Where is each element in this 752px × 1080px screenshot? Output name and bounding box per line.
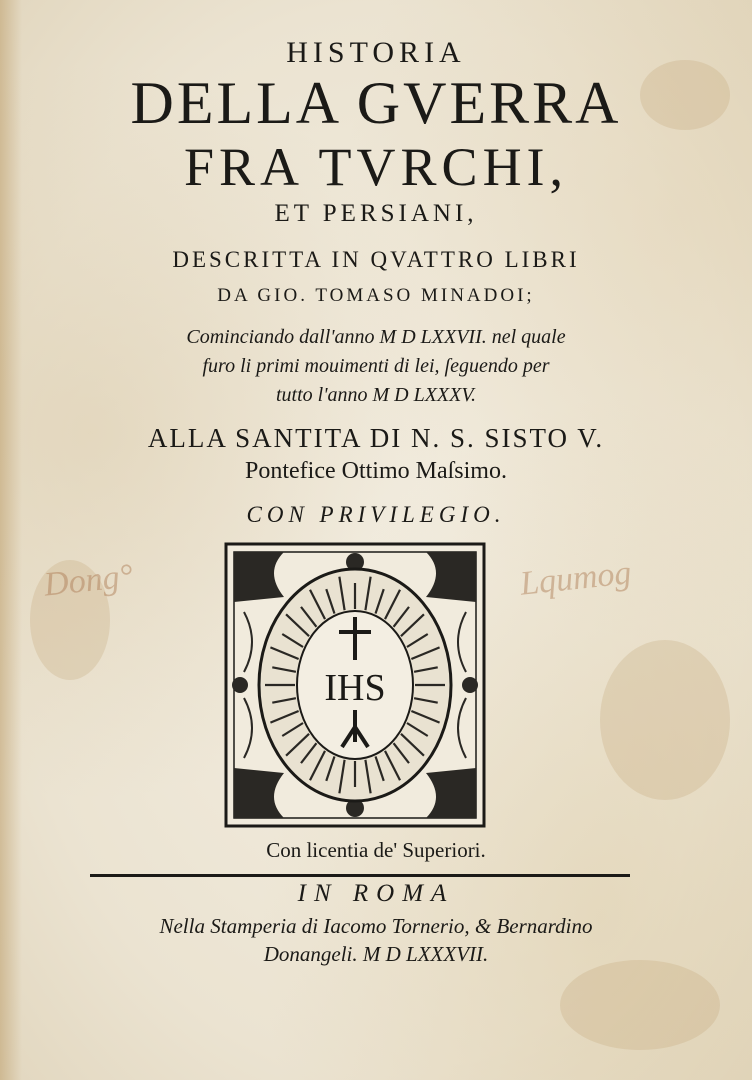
imprint-city: IN ROMA (297, 880, 455, 907)
imprint-date-line: Donangeli. M D LXXXVII. (263, 942, 489, 966)
license-line: Con licentia de' Superiori. (266, 838, 486, 862)
foxing-stain (600, 640, 730, 800)
divider-rule (90, 874, 630, 877)
author-line: DA GIO. TOMASO MINADOI; (217, 285, 535, 306)
title-della-guerra: DELLA GVERRA (130, 70, 622, 136)
subtitle-descritta: DESCRITTA IN QVATTRO LIBRI (172, 247, 580, 272)
manuscript-signature-right: Lqumog (518, 554, 634, 603)
imprint-printer-line: Nella Stamperia di Iacomo Tornerio, & Bernardino (159, 914, 593, 938)
ihs-monogram: IHS (324, 667, 386, 709)
manuscript-signature-left: Dong° (42, 557, 135, 604)
dedication-subline: Pontefice Ottimo Maſsimo. (245, 458, 507, 484)
printer-device-icon (224, 542, 486, 828)
title-et-persiani: ET PERSIANI, (274, 200, 478, 227)
privilege-line: CON PRIVILEGIO. (246, 502, 506, 527)
period-line-3: tutto l'anno M D LXXXV. (275, 384, 477, 406)
foxing-stain (560, 960, 720, 1050)
dedication-line: ALLA SANTITA DI N. S. SISTO V. (147, 423, 605, 453)
period-line-2: furo li primi mouimenti di lei, ſeguendo per (202, 355, 550, 377)
title-fra-turchi: FRA TVRCHI, (183, 137, 569, 197)
period-line-1: Cominciando dall'anno M D LXXVII. nel quale (186, 326, 566, 348)
title-historia: HISTORIA (286, 36, 466, 69)
